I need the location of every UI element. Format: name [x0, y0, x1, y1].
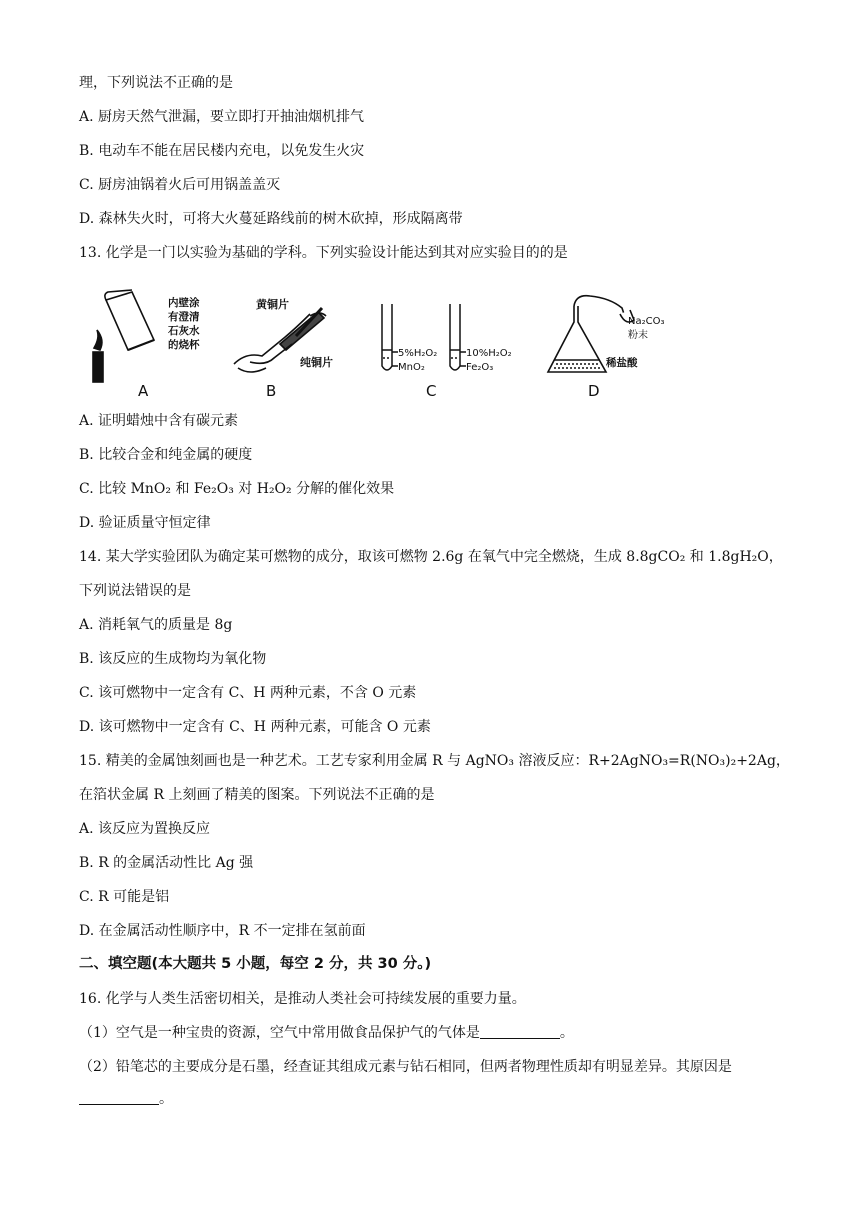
q12-option-d: D. 森林失火时，可将大火蔓延路线前的树木砍掉，形成隔离带 — [79, 211, 463, 227]
q14-option-b: B. 该反应的生成物均为氧化物 — [79, 651, 267, 667]
q12-option-a: A. 厨房天然气泄漏，要立即打开抽油烟机排气 — [79, 109, 365, 125]
q16-part-2-blank[interactable] — [79, 1091, 159, 1105]
experiment-c — [382, 304, 512, 400]
c-right-label-2: Fe₂O₃ — [466, 362, 494, 373]
q14-stem-line-2: 下列说法错误的是 — [79, 583, 191, 599]
experiment-d — [548, 296, 664, 400]
c-left-label-1: 5%H₂O₂ — [398, 348, 438, 359]
q15-stem-line-2: 在箔状金属 R 上刻画了精美的图案。下列说法不正确的是 — [79, 787, 435, 803]
d-top-label-2: 粉末 — [628, 330, 648, 341]
q15-stem-line-1: 15. 精美的金属蚀刻画也是一种艺术。工艺专家利用金属 R 与 AgNO₃ 溶液反应：R+2AgNO₃=R(NO₃)₂+2Ag， — [79, 753, 790, 769]
b-top-label: 黄铜片 — [256, 298, 289, 311]
a-label-line-3: 石灰水 — [168, 325, 200, 337]
c-right-label-1: 10%H₂O₂ — [466, 348, 512, 359]
q15-option-d: D. 在金属活动性顺序中，R 不一定排在氢前面 — [79, 923, 366, 939]
q16-part-2-end: 。 — [159, 1091, 173, 1107]
q13-option-a: A. 证明蜡烛中含有碳元素 — [79, 413, 239, 429]
q13-option-b: B. 比较合金和纯金属的硬度 — [79, 447, 253, 463]
q13-stem: 13. 化学是一门以实验为基础的学科。下列实验设计能达到其对应实验目的的是 — [79, 245, 568, 261]
q14-stem-line-1: 14. 某大学实验团队为确定某可燃物的成分，取该可燃物 2.6g 在氧气中完全燃烧，生成 8.8gCO₂ 和 1.8gH₂O， — [79, 549, 783, 565]
q15-option-a: A. 该反应为置换反应 — [79, 821, 211, 837]
c-left-label-2: MnO₂ — [398, 362, 425, 373]
q16-part-2: （2）铅笔芯的主要成分是石墨，经查证其组成元素与钻石相同，但两者物理性质却有明显差异。其原因是 — [79, 1059, 732, 1075]
experiment-a — [93, 290, 200, 400]
q12-option-b: B. 电动车不能在居民楼内充电，以免发生火灾 — [79, 143, 365, 159]
a-label-line-2: 有澄清 — [168, 311, 200, 323]
q16-part-1-text: （1）空气是一种宝贵的资源，空气中常用做食品保护气的气体是 — [79, 1025, 480, 1041]
a-figure-letter: A — [138, 382, 149, 400]
q16-part-1-end: 。 — [559, 1025, 574, 1041]
q14-option-c: C. 该可燃物中一定含有 C、H 两种元素，不含 O 元素 — [79, 685, 417, 701]
q13-option-d: D. 验证质量守恒定律 — [79, 515, 211, 531]
experiment-b — [234, 297, 333, 400]
q12-stem-tail: 理，下列说法不正确的是 — [79, 75, 233, 91]
section-2-title: 二、填空题(本大题共 5 小题，每空 2 分，共 30 分。) — [79, 956, 432, 972]
q15-option-b: B. R 的金属活动性比 Ag 强 — [79, 855, 254, 871]
q13-option-c: C. 比较 MnO₂ 和 Fe₂O₃ 对 H₂O₂ 分解的催化效果 — [79, 481, 395, 497]
q16-part-1-blank[interactable] — [480, 1025, 560, 1039]
q16-stem: 16. 化学与人类生活密切相关，是推动人类社会可持续发展的重要力量。 — [79, 991, 526, 1007]
q13-figure — [70, 286, 665, 402]
q15-option-c: C. R 可能是铝 — [79, 889, 170, 905]
q16-part-1 — [79, 1024, 574, 1042]
q14-option-a: A. 消耗氧气的质量是 8g — [79, 617, 233, 633]
d-top-label-1: Na₂CO₃ — [628, 316, 665, 327]
q14-option-d: D. 该可燃物中一定含有 C、H 两种元素，可能含 O 元素 — [79, 719, 431, 735]
q16-part-2-answer-line — [79, 1090, 173, 1108]
d-bottom-label: 稀盐酸 — [606, 357, 638, 369]
b-figure-letter: B — [266, 382, 277, 400]
b-bottom-label: 纯铜片 — [300, 356, 333, 369]
d-figure-letter: D — [588, 382, 600, 400]
a-label-line-4: 的烧杯 — [168, 339, 200, 351]
a-label-line-1: 内壁涂 — [168, 297, 200, 309]
c-figure-letter: C — [426, 382, 437, 400]
q12-option-c: C. 厨房油锅着火后可用锅盖盖灭 — [79, 177, 281, 193]
